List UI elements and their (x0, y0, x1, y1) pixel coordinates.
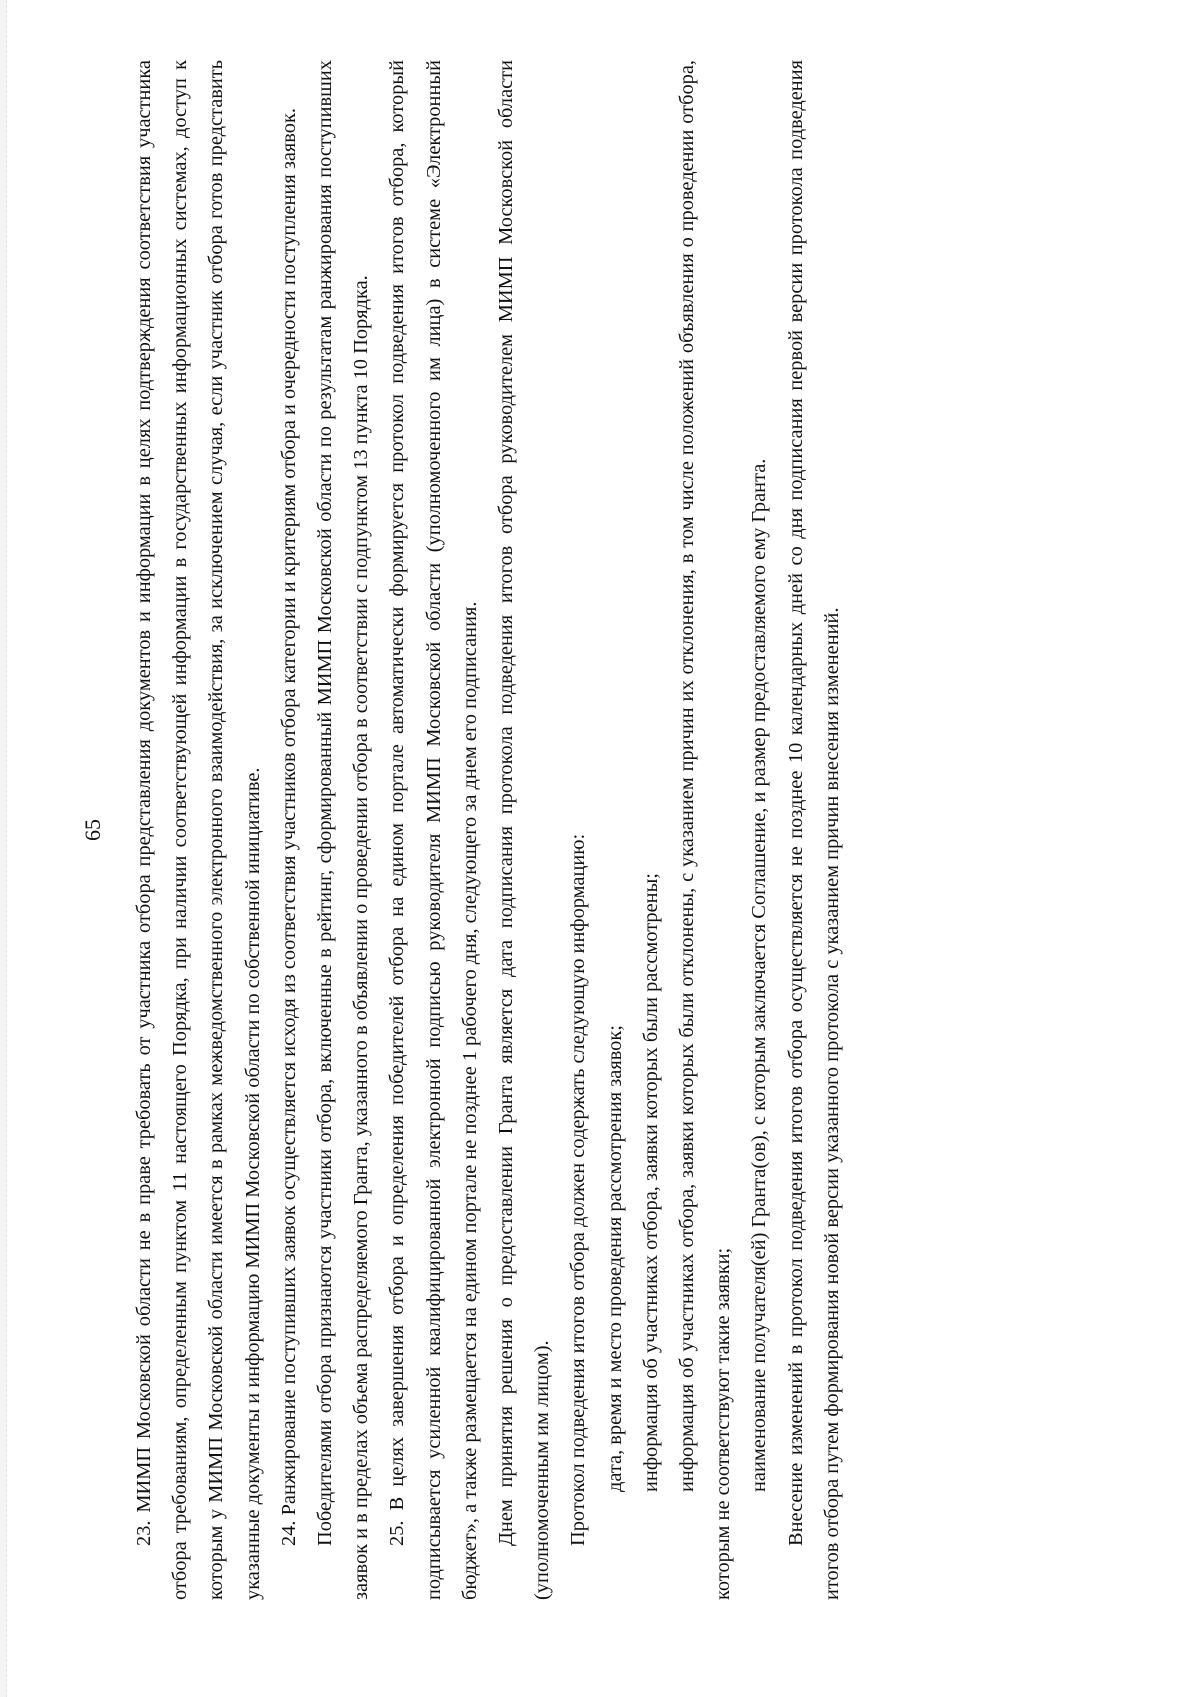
paragraph-23: 23. МИМП Московской области не в праве требовать от участника отбора представления документов и информации в целях подтверждения соответствия участника отбора требованиям, определенным пунктом 11 настоящего Порядка, при наличии соответствующей информации в государственных информационных системах, доступ к которым у МИМП Московской области имеется в рамках межведомственного электронного взаимодействия, за исключением случая, если участник отбора готов представить указанные документы и информацию МИМП Московской области по собственной инициативе. (133, 60, 264, 1600)
list-item-grant-recipients: наименование получателя(ей) Гранта(ов), с которым заключается Соглашение, и размер предоставляемого ему Гранта. (748, 458, 771, 1492)
paragraph-protocol-changes: Внесение изменений в протокол подведения итогов отбора осуществляется не позднее 10 календарных дней со дня подписания первой версии протокола подведения итогов отбора путем формирования новой версии указанного протокола с указанием причин внесения изменений. (784, 60, 843, 1600)
list-item-reviewed-applicants: информация об участниках отбора, заявки которых были рассмотрены; (639, 873, 662, 1492)
page-number: 65 (80, 819, 105, 841)
paragraph-protocol-contents: Протокол подведения итогов отбора должен содержать следующую информацию: (567, 833, 590, 1546)
rotated-page-content (80, 60, 1120, 1600)
paragraph-24: 24. Ранжирование поступивших заявок осуществляется исходя из соответствия участников отбора категории и критериям отбора и очередности поступления заявок. (277, 108, 300, 1546)
list-item-date-time-place: дата, время и место проведения рассмотрения заявок; (603, 1025, 626, 1492)
scan-edge (0, 0, 7, 1697)
body-text (126, 60, 850, 1600)
paragraph-25: 25. В целях завершения отбора и определения победителей отбора на едином портале автоматически формируется протокол подведения итогов отбора, который подписывается усиленной квалифицированной электронной подписью руководителя МИМП Московской области (уполномоченного им лица) в системе «Электронный бюджет», а также размещается на едином портале не позднее 1 рабочего дня, следующего за днем его подписания. (386, 60, 481, 1600)
paragraph-decision-date: Днем принятия решения о предоставлении Гранта является дата подписания протокола подведения итогов отбора руководителем МИМП Московской области (уполномоченным им лицом). (495, 60, 554, 1600)
paragraph-winners: Победителями отбора признаются участники отбора, включенные в рейтинг, сформированный МИМП Московской области по результатам ранжирования поступивших заявок и в пределах объема распределяемого Гранта, указанного в объявлении о проведении отбора в соответствии с подпунктом 13 пункта 10 Порядка. (314, 60, 373, 1600)
list-item-rejected-applicants: информация об участниках отбора, заявки которых были отклонены, с указанием причин их отклонения, в том числе положений объявления о проведении отбора, которым не соответствуют такие заявки; (676, 60, 735, 1600)
